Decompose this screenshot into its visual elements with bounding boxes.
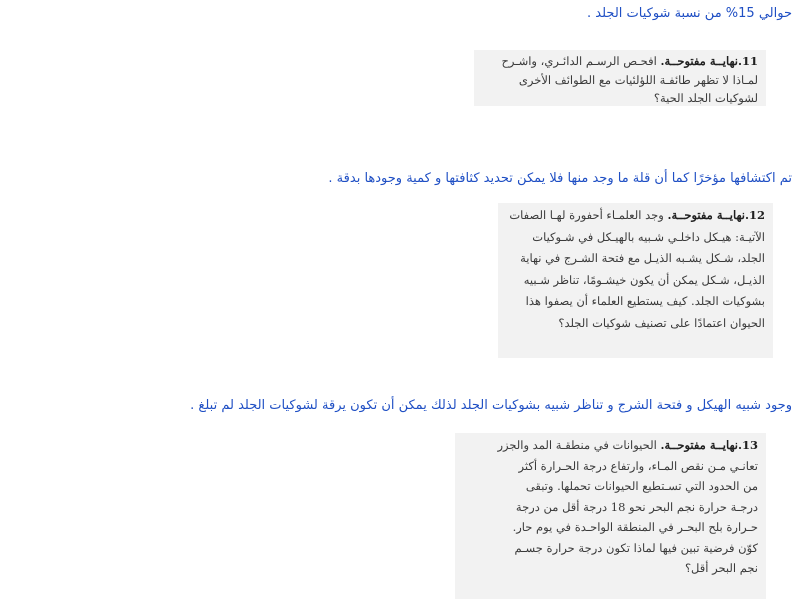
question-12-line-6: الحيوان اعتمادًا على تصنيف شوكيات الجلد؟ [558, 315, 765, 330]
question-12-line-5: بشوكيات الجلد. كيف يستطيع العلماء أن يصفوا هذا [525, 294, 765, 308]
question-12-number: 12. [744, 208, 765, 222]
question-12-line-2: الآتيـة: هيـكل داخلـي شـبيه بالهيـكل في شـوكيات [532, 229, 765, 244]
question-11-label: نهايــة مفتوحــة. [660, 54, 738, 68]
question-13-text: الحيوانات في منطقـة المد والجزر [497, 438, 657, 452]
question-12-line-4: الذيـل، شـكل يمكن أن يكون خيشـومًا، تناظر شـبيه [523, 272, 765, 287]
question-11-line-3: لشوكيات الجلد الحية؟ [653, 91, 758, 105]
answer-13: وجود شبيه الهيكل و فتحة الشرج و تناظر شبيه بشوكيات الجلد لذلك يمكن أن تكون يرقة لشوكيات الجلد لم تبلغ . [190, 398, 792, 413]
question-13-line-2: تعانـي مـن نقص المـاء، وارتفاع درجة الحـرارة أكثر [518, 458, 758, 473]
question-12-line-3: الجلد، شـكل يشـبه الذيـل مع فتحة الشـرج في نهاية [520, 251, 765, 265]
question-11-box [474, 50, 766, 106]
question-13-line-5: حـرارة بلح البحـر في المنطقة الواحـدة في يوم حار. [512, 520, 758, 534]
question-11-line-1 [482, 52, 758, 71]
question-11-text: افحـص الرسـم الدائـري، واشـرح [501, 54, 657, 68]
question-13-number: 13. [737, 438, 758, 452]
question-11-line-2: لمـاذا لا تظهر طائفـة اللؤلئيات مع الطوائف الأخرى [518, 72, 758, 87]
question-12-label: نهايــة مفتوحــة. [667, 208, 745, 222]
question-12-line-1 [506, 205, 765, 227]
question-13-line-3: من الحدود التي تسـتطيع الحيوانات تحملها. وتبقى [525, 479, 758, 493]
question-13-line-1 [463, 435, 758, 456]
question-13-line-6: كوّن فرضية تبين فيها لماذا تكون درجة حرارة جسـم [514, 540, 758, 555]
question-13-line-7: نجم البحر أقل؟ [684, 561, 758, 575]
answer-11: حوالي 15% من نسبة شوكيات الجلد . [587, 6, 792, 21]
question-12-text: وجد العلمـاء أحفورة لهـا الصفات [509, 208, 664, 222]
question-11-number: 11. [737, 54, 758, 68]
question-13-line-4: درجـة حرارة نجم البحر نحو 18 درجة أقل من درجة [515, 499, 758, 514]
question-12-box [498, 203, 773, 358]
question-13-box [455, 433, 766, 599]
question-13-label: نهايــة مفتوحــة. [660, 438, 738, 452]
answer-12: تم اكتشافها مؤخرًا كما أن قلة ما وجد منها فلا يمكن تحديد كثافتها و كمية وجودها بدقة . [328, 171, 792, 186]
